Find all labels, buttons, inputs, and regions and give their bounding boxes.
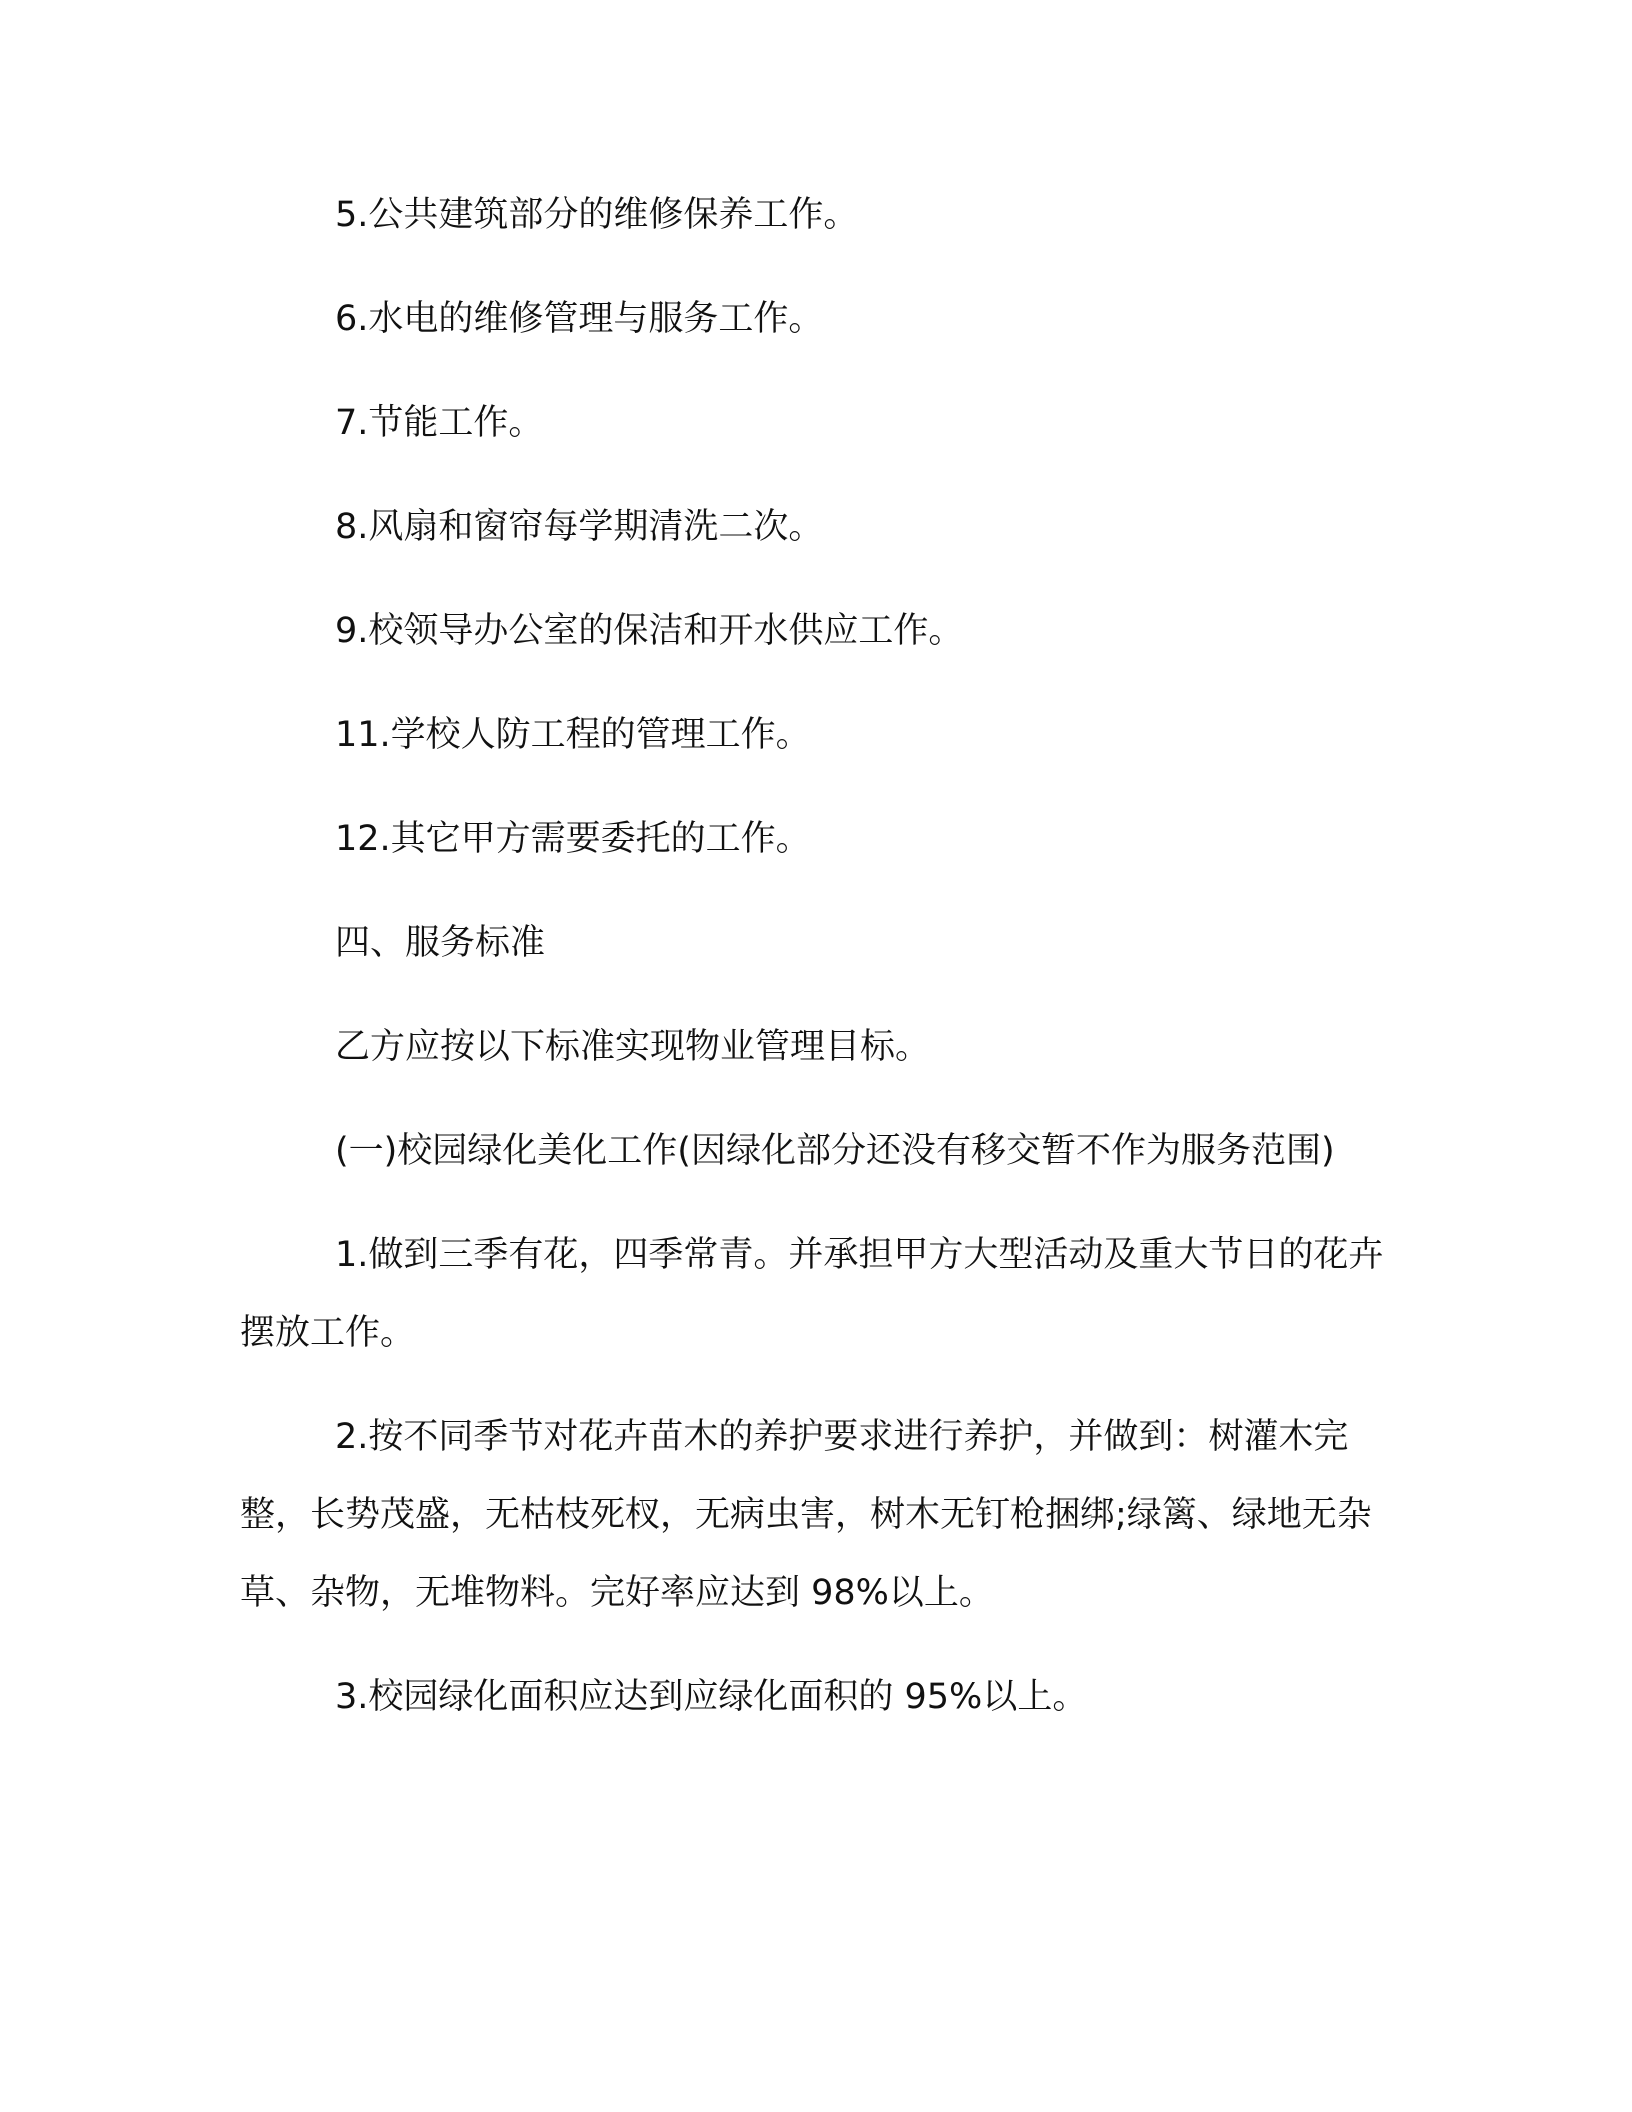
paragraph-item-11: 11.学校人防工程的管理工作。 [335, 715, 811, 755]
paragraph-item-7: 7.节能工作。 [335, 403, 544, 443]
paragraph-standard-1: 1.做到三季有花，四季常青。并承担甲方大型活动及重大节日的花卉摆放工作。 [240, 1235, 1384, 1353]
paragraph-standard-3: 3.校园绿化面积应达到应绿化面积的 95%以上。 [335, 1677, 1088, 1717]
paragraph-item-12: 12.其它甲方需要委托的工作。 [335, 819, 811, 859]
paragraph-standard-2: 2.按不同季节对花卉苗木的养护要求进行养护，并做到：树灌木完整，长势茂盛，无枯枝死杈，无病虫害，树木无钉枪捆绑;绿篱、绿地无杂草、杂物，无堆物料。完好率应达到 98%以上。 [240, 1417, 1372, 1613]
subsection-heading: (一)校园绿化美化工作(因绿化部分还没有移交暂不作为服务范围) [335, 1131, 1335, 1171]
paragraph-item-9: 9.校领导办公室的保洁和开水供应工作。 [335, 611, 964, 651]
paragraph-item-5: 5.公共建筑部分的维修保养工作。 [335, 195, 859, 235]
section-heading: 四、服务标准 [335, 923, 546, 963]
paragraph-item-8: 8.风扇和窗帘每学期清洗二次。 [335, 507, 824, 547]
paragraph-item-6: 6.水电的维修管理与服务工作。 [335, 299, 824, 339]
section-intro: 乙方应按以下标准实现物业管理目标。 [335, 1027, 931, 1067]
